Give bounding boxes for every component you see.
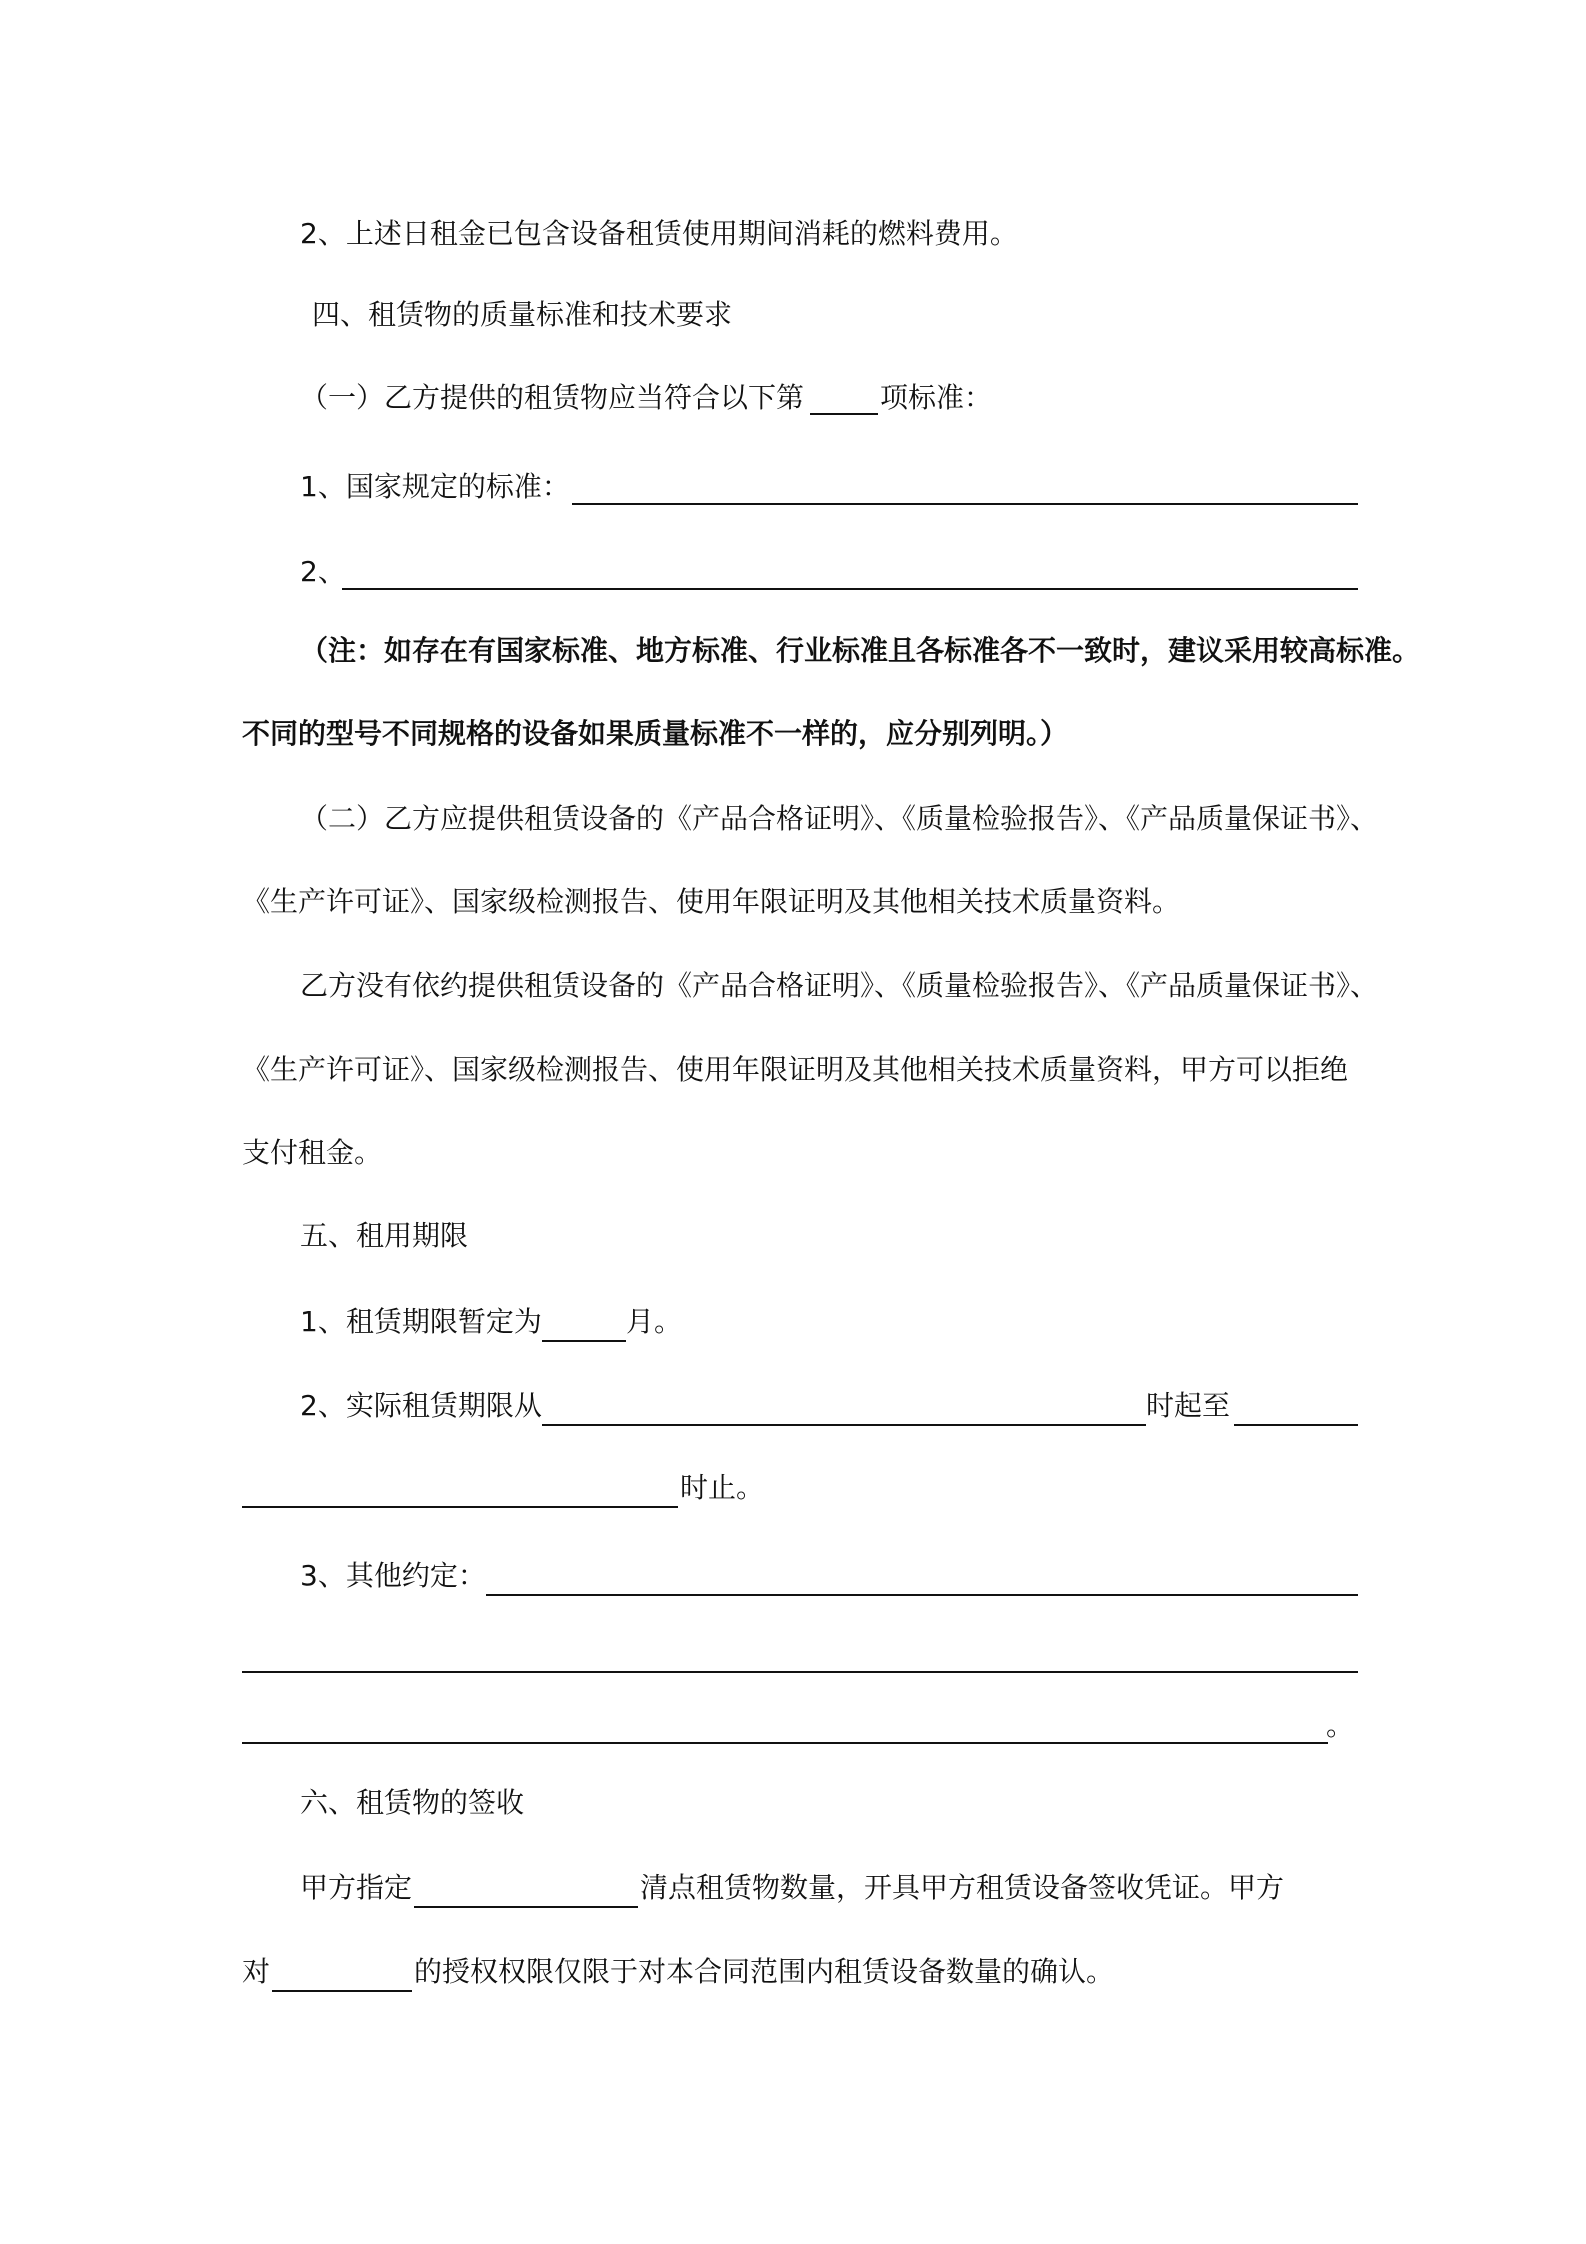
lease-term-suffix: 月。	[626, 1305, 683, 1338]
actual-term-end-blank-2[interactable]	[242, 1506, 678, 1508]
breach-clause-text-3: 支付租金。	[242, 1136, 383, 1169]
actual-term-middle: 时起至	[1146, 1389, 1231, 1422]
other-terms-blank-2[interactable]	[242, 1671, 1358, 1673]
documents-clause-text-2: 《生产许可证》、国家级检测报告、使用年限证明及其他相关技术质量资料。	[242, 885, 1181, 918]
authorized-person-blank[interactable]	[272, 1990, 412, 1992]
breach-clause-text-1: 乙方没有依约提供租赁设备的《产品合格证明》、《质量检验报告》、《产品质量保证书》、	[300, 969, 1379, 1002]
breach-clause-text-2: 《生产许可证》、国家级检测报告、使用年限证明及其他相关技术质量资料，甲方可以拒绝	[242, 1053, 1349, 1086]
actual-term-label: 2、实际租赁期限从	[300, 1389, 542, 1422]
section-5-title: 五、租用期限	[300, 1219, 469, 1252]
fuel-clause-text: 2、上述日租金已包含设备租赁使用期间消耗的燃料费用。	[300, 217, 1018, 250]
standards-intro-text: （一）乙方提供的租赁物应当符合以下第	[300, 381, 805, 414]
other-terms-end-mark: 。	[1326, 1709, 1355, 1742]
standards-intro-suffix: 项标准：	[880, 381, 993, 414]
other-terms-blank-1[interactable]	[486, 1594, 1358, 1596]
note-text-1: （注：如存在有国家标准、地方标准、行业标准且各标准各不一致时，建议采用较高标准。	[300, 634, 1421, 667]
actual-term-suffix: 时止。	[680, 1471, 765, 1504]
receipt-clause-text-2: 的授权权限仅限于对本合同范围内租赁设备数量的确认。	[414, 1955, 1115, 1988]
other-standard-label: 2、	[300, 555, 346, 588]
standard-number-blank[interactable]	[810, 413, 878, 415]
note-text-2: 不同的型号不同规格的设备如果质量标准不一样的，应分别列明。）	[242, 717, 1069, 750]
documents-clause-text-1: （二）乙方应提供租赁设备的《产品合格证明》、《质量检验报告》、《产品质量保证书》、	[300, 802, 1379, 835]
receipt-clause-prefix-2: 对	[242, 1955, 271, 1988]
designee-blank[interactable]	[414, 1906, 638, 1908]
actual-term-end-blank-1[interactable]	[1234, 1424, 1358, 1426]
section-4-title: 四、租赁物的质量标准和技术要求	[312, 298, 733, 331]
other-terms-label: 3、其他约定：	[300, 1559, 486, 1592]
section-6-title: 六、租赁物的签收	[300, 1786, 525, 1819]
national-standard-label: 1、国家规定的标准：	[300, 470, 570, 503]
lease-months-blank[interactable]	[542, 1340, 626, 1342]
lease-term-label: 1、租赁期限暂定为	[300, 1305, 542, 1338]
national-standard-blank[interactable]	[572, 503, 1358, 505]
other-terms-blank-3[interactable]	[242, 1742, 1328, 1744]
other-standard-blank[interactable]	[342, 588, 1358, 590]
receipt-clause-prefix: 甲方指定	[300, 1871, 413, 1904]
receipt-clause-text-1: 清点租赁物数量，开具甲方租赁设备签收凭证。甲方	[640, 1871, 1285, 1904]
actual-term-start-blank[interactable]	[542, 1424, 1146, 1426]
